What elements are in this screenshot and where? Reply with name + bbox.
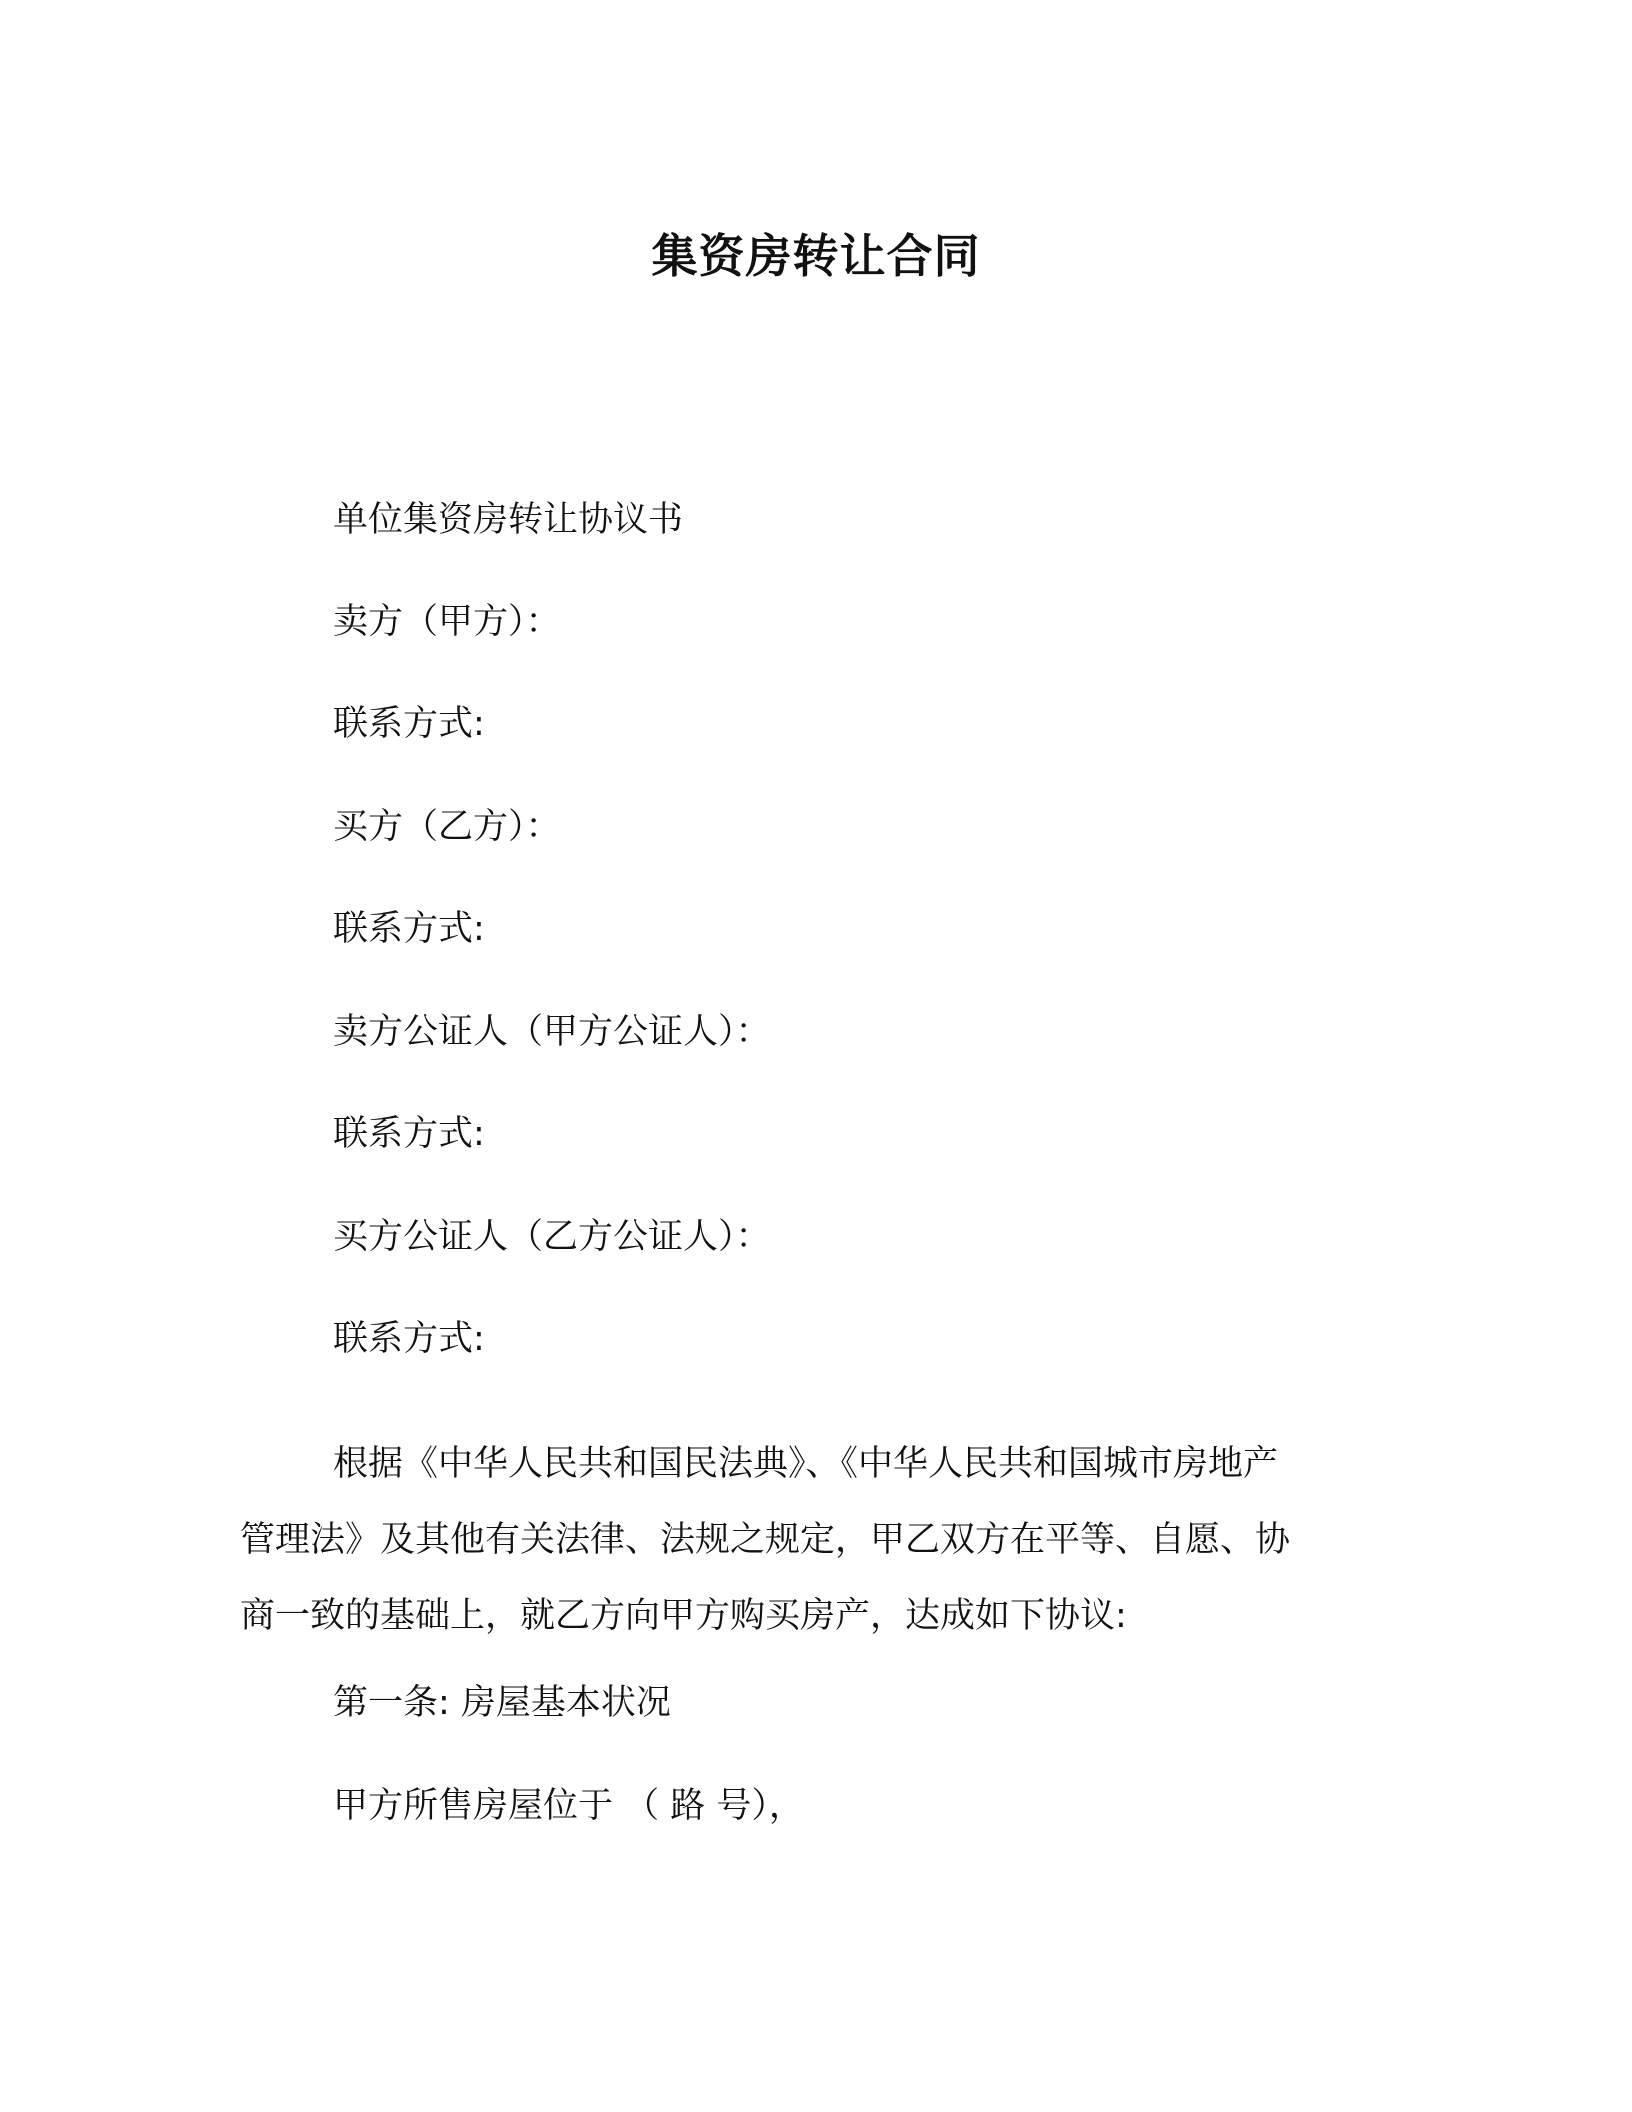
seller-label: 卖方（甲方）： [333,602,561,642]
preamble-line: 根据《中华人民共和国民法典》、《中华人民共和国城市房地产 [333,1444,1279,1484]
preamble-line: 管理法》及其他有关法律、法规之规定，甲乙双方在平等、自愿、协 [240,1520,1291,1560]
buyer-label: 买方（乙方）： [333,807,561,847]
preamble-paragraph [240,1426,1390,1654]
buyer-notary-label: 买方公证人（乙方公证人）： [333,1217,771,1257]
property-location-line: 甲方所售房屋位于 （ 路 号）， [333,1786,804,1826]
seller-contact-label: 联系方式: [333,704,485,744]
article-1-heading: 第一条: 房屋基本状况 [333,1683,671,1723]
preamble-line: 商一致的基础上，就乙方向甲方购买房产，达成如下协议: [240,1596,1127,1636]
agreement-subtitle: 单位集资房转让协议书 [333,500,684,540]
document-title: 集资房转让合同 [651,229,981,283]
buyer-notary-contact-label: 联系方式: [333,1319,485,1359]
buyer-contact-label: 联系方式: [333,909,485,949]
seller-notary-label: 卖方公证人（甲方公证人）： [333,1012,771,1052]
seller-notary-contact-label: 联系方式: [333,1114,485,1154]
